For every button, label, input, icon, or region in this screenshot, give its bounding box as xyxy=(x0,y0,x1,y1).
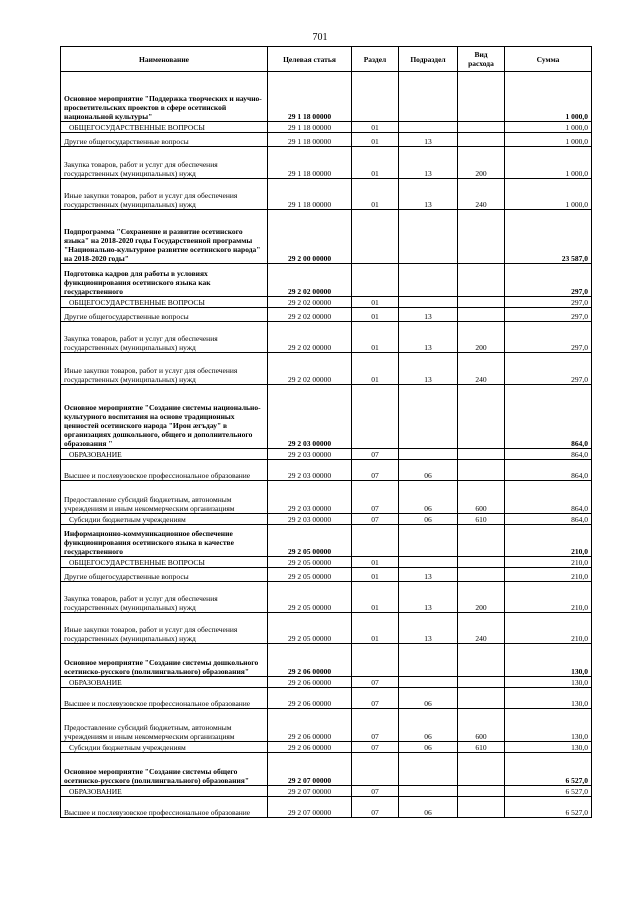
cell-section: 01 xyxy=(352,122,399,133)
cell-subsection: 13 xyxy=(399,568,458,582)
cell-subsection xyxy=(399,449,458,460)
cell-amount: 1 000,0 xyxy=(505,147,592,179)
cell-name: Закупка товаров, работ и услуг для обеспечения государственных (муниципальных) нужд xyxy=(61,322,268,353)
cell-name: Высшее и послевузовское профессиональное образование xyxy=(61,797,268,818)
cell-amount: 130,0 xyxy=(505,677,592,688)
cell-subsection xyxy=(399,72,458,122)
cell-amount: 130,0 xyxy=(505,688,592,709)
table-row xyxy=(61,742,592,753)
cell-section: 01 xyxy=(352,582,399,613)
cell-name: Предоставление субсидий бюджетным, автономным учреждениям и иным некоммерческим организациям xyxy=(61,709,268,742)
cell-name: ОБЩЕГОСУДАРСТВЕННЫЕ ВОПРОСЫ xyxy=(61,557,268,568)
cell-section: 01 xyxy=(352,179,399,210)
cell-expense-type xyxy=(458,644,505,677)
cell-subsection xyxy=(399,677,458,688)
cell-section: 07 xyxy=(352,688,399,709)
cell-name: Другие общегосударственные вопросы xyxy=(61,568,268,582)
cell-amount: 130,0 xyxy=(505,742,592,753)
cell-amount: 864,0 xyxy=(505,460,592,481)
cell-section: 01 xyxy=(352,613,399,644)
cell-amount: 130,0 xyxy=(505,644,592,677)
cell-subsection xyxy=(399,786,458,797)
cell-subsection: 06 xyxy=(399,481,458,514)
cell-subsection: 13 xyxy=(399,582,458,613)
cell-amount: 6 527,0 xyxy=(505,797,592,818)
cell-target: 29 2 05 00000 xyxy=(268,582,352,613)
cell-name: Закупка товаров, работ и услуг для обеспечения государственных (муниципальных) нужд xyxy=(61,147,268,179)
cell-name: Другие общегосударственные вопросы xyxy=(61,133,268,147)
cell-section xyxy=(352,210,399,264)
cell-expense-type: 610 xyxy=(458,742,505,753)
cell-target: 29 2 00 00000 xyxy=(268,210,352,264)
cell-amount: 1 000,0 xyxy=(505,133,592,147)
cell-expense-type xyxy=(458,385,505,449)
cell-section: 07 xyxy=(352,481,399,514)
table-row xyxy=(61,308,592,322)
cell-subsection xyxy=(399,644,458,677)
cell-target: 29 2 03 00000 xyxy=(268,460,352,481)
header-section: Раздел xyxy=(352,47,399,72)
cell-target: 29 2 02 00000 xyxy=(268,322,352,353)
cell-target: 29 2 05 00000 xyxy=(268,568,352,582)
cell-section: 01 xyxy=(352,322,399,353)
cell-section: 01 xyxy=(352,147,399,179)
cell-name: ОБЩЕГОСУДАРСТВЕННЫЕ ВОПРОСЫ xyxy=(61,297,268,308)
cell-subsection xyxy=(399,210,458,264)
cell-target: 29 2 07 00000 xyxy=(268,786,352,797)
cell-section xyxy=(352,753,399,786)
cell-target: 29 2 02 00000 xyxy=(268,264,352,297)
cell-name: Иные закупки товаров, работ и услуг для обеспечения государственных (муниципальных) нужд xyxy=(61,353,268,385)
cell-subsection: 13 xyxy=(399,308,458,322)
cell-amount: 6 527,0 xyxy=(505,786,592,797)
cell-section xyxy=(352,264,399,297)
cell-section: 07 xyxy=(352,449,399,460)
cell-expense-type xyxy=(458,449,505,460)
cell-target: 29 2 05 00000 xyxy=(268,557,352,568)
cell-subsection: 13 xyxy=(399,613,458,644)
table-row xyxy=(61,753,592,786)
header-subsection: Подраздел xyxy=(399,47,458,72)
table-row xyxy=(61,644,592,677)
table-row xyxy=(61,322,592,353)
table-row xyxy=(61,353,592,385)
cell-expense-type: 200 xyxy=(458,582,505,613)
cell-section: 01 xyxy=(352,557,399,568)
cell-target: 29 1 18 00000 xyxy=(268,179,352,210)
cell-amount: 1 000,0 xyxy=(505,179,592,210)
cell-section: 01 xyxy=(352,353,399,385)
cell-name: ОБРАЗОВАНИЕ xyxy=(61,449,268,460)
table-row xyxy=(61,525,592,557)
cell-amount: 210,0 xyxy=(505,525,592,557)
cell-subsection: 06 xyxy=(399,460,458,481)
cell-section xyxy=(352,385,399,449)
cell-target: 29 2 06 00000 xyxy=(268,742,352,753)
table-row xyxy=(61,210,592,264)
cell-name: Субсидии бюджетным учреждениям xyxy=(61,742,268,753)
cell-name: Высшее и послевузовское профессиональное образование xyxy=(61,460,268,481)
cell-target: 29 2 06 00000 xyxy=(268,688,352,709)
cell-section: 07 xyxy=(352,709,399,742)
table-row xyxy=(61,72,592,122)
cell-expense-type xyxy=(458,786,505,797)
table-body xyxy=(61,72,592,818)
cell-expense-type xyxy=(458,297,505,308)
cell-target: 29 2 03 00000 xyxy=(268,481,352,514)
cell-subsection: 13 xyxy=(399,322,458,353)
cell-expense-type xyxy=(458,753,505,786)
table-row xyxy=(61,297,592,308)
cell-subsection xyxy=(399,297,458,308)
cell-amount: 297,0 xyxy=(505,264,592,297)
cell-subsection xyxy=(399,753,458,786)
cell-target: 29 2 05 00000 xyxy=(268,613,352,644)
cell-expense-type xyxy=(458,460,505,481)
table-row xyxy=(61,568,592,582)
cell-expense-type: 240 xyxy=(458,179,505,210)
table-row xyxy=(61,786,592,797)
table-row xyxy=(61,557,592,568)
cell-expense-type xyxy=(458,72,505,122)
cell-target: 29 2 06 00000 xyxy=(268,677,352,688)
cell-section: 07 xyxy=(352,460,399,481)
cell-section: 07 xyxy=(352,742,399,753)
cell-target: 29 2 07 00000 xyxy=(268,797,352,818)
cell-target: 29 2 02 00000 xyxy=(268,353,352,385)
cell-name: Предоставление субсидий бюджетным, автономным учреждениям и иным некоммерческим организациям xyxy=(61,481,268,514)
cell-target: 29 2 02 00000 xyxy=(268,308,352,322)
table-row xyxy=(61,460,592,481)
cell-name: Высшее и послевузовское профессиональное образование xyxy=(61,688,268,709)
cell-name: Подготовка кадров для работы в условиях функционирования осетинского языка как государственного xyxy=(61,264,268,297)
table-row xyxy=(61,122,592,133)
cell-expense-type: 200 xyxy=(458,147,505,179)
cell-target: 29 2 07 00000 xyxy=(268,753,352,786)
cell-expense-type xyxy=(458,210,505,264)
table-row xyxy=(61,133,592,147)
table-row xyxy=(61,449,592,460)
table-row xyxy=(61,688,592,709)
table-row xyxy=(61,179,592,210)
table-row xyxy=(61,709,592,742)
cell-expense-type xyxy=(458,677,505,688)
cell-amount: 864,0 xyxy=(505,481,592,514)
cell-amount: 210,0 xyxy=(505,557,592,568)
table-row xyxy=(61,797,592,818)
cell-amount: 864,0 xyxy=(505,449,592,460)
cell-name: Субсидии бюджетным учреждениям xyxy=(61,514,268,525)
cell-subsection xyxy=(399,525,458,557)
table-row xyxy=(61,613,592,644)
cell-name: Иные закупки товаров, работ и услуг для обеспечения государственных (муниципальных) нужд xyxy=(61,179,268,210)
cell-section: 07 xyxy=(352,514,399,525)
cell-section: 07 xyxy=(352,797,399,818)
cell-expense-type xyxy=(458,264,505,297)
cell-name: Основное мероприятие "Создание системы общего осетинско-русского (полилингвального) образования" xyxy=(61,753,268,786)
cell-subsection: 06 xyxy=(399,709,458,742)
cell-name: ОБРАЗОВАНИЕ xyxy=(61,677,268,688)
table-header-row xyxy=(61,47,592,72)
cell-name: Информационно-коммуникационное обеспечение функционирования осетинского языка в качестве государственного xyxy=(61,525,268,557)
cell-subsection: 13 xyxy=(399,353,458,385)
header-name: Наименование xyxy=(61,47,268,72)
cell-amount: 210,0 xyxy=(505,582,592,613)
cell-subsection: 06 xyxy=(399,514,458,525)
cell-target: 29 2 06 00000 xyxy=(268,709,352,742)
cell-target: 29 1 18 00000 xyxy=(268,122,352,133)
cell-name: Закупка товаров, работ и услуг для обеспечения государственных (муниципальных) нужд xyxy=(61,582,268,613)
cell-section: 01 xyxy=(352,133,399,147)
table-row xyxy=(61,582,592,613)
cell-name: Подпрограмма "Сохранение и развитие осетинского языка" на 2018-2020 годы Государственной программы "Национально-культурное развитие осетинского народа" на 2018-2020 годы" xyxy=(61,210,268,264)
cell-subsection: 13 xyxy=(399,147,458,179)
cell-expense-type: 600 xyxy=(458,481,505,514)
cell-expense-type xyxy=(458,797,505,818)
cell-name: ОБЩЕГОСУДАРСТВЕННЫЕ ВОПРОСЫ xyxy=(61,122,268,133)
cell-amount: 297,0 xyxy=(505,297,592,308)
cell-amount: 210,0 xyxy=(505,568,592,582)
header-amount: Сумма xyxy=(505,47,592,72)
cell-section xyxy=(352,644,399,677)
budget-table xyxy=(60,46,592,818)
cell-name: ОБРАЗОВАНИЕ xyxy=(61,786,268,797)
cell-amount: 297,0 xyxy=(505,308,592,322)
table-row xyxy=(61,385,592,449)
cell-amount: 1 000,0 xyxy=(505,122,592,133)
cell-expense-type xyxy=(458,568,505,582)
cell-expense-type: 240 xyxy=(458,353,505,385)
cell-subsection xyxy=(399,557,458,568)
cell-name: Иные закупки товаров, работ и услуг для обеспечения государственных (муниципальных) нужд xyxy=(61,613,268,644)
cell-amount: 23 587,0 xyxy=(505,210,592,264)
cell-target: 29 2 05 00000 xyxy=(268,525,352,557)
cell-target: 29 2 03 00000 xyxy=(268,385,352,449)
cell-expense-type xyxy=(458,688,505,709)
cell-target: 29 2 03 00000 xyxy=(268,449,352,460)
cell-subsection xyxy=(399,122,458,133)
cell-amount: 864,0 xyxy=(505,385,592,449)
cell-expense-type xyxy=(458,525,505,557)
cell-name: Основное мероприятие "Создание системы национально-культурного воспитания на основе традиционных ценностей осетинского народа "Ирон æгъдау" в организациях дошкольного, общего и дополнительного образования " xyxy=(61,385,268,449)
cell-expense-type xyxy=(458,557,505,568)
cell-section xyxy=(352,525,399,557)
cell-target: 29 2 03 00000 xyxy=(268,514,352,525)
cell-expense-type xyxy=(458,122,505,133)
cell-section: 07 xyxy=(352,677,399,688)
header-target: Целевая статья xyxy=(268,47,352,72)
page-number: 701 xyxy=(312,32,328,43)
cell-name: Основное мероприятие "Поддержка творческих и научно-просветительских проектов в сфере осетинской национальной культуры" xyxy=(61,72,268,122)
cell-section: 01 xyxy=(352,297,399,308)
cell-name: Другие общегосударственные вопросы xyxy=(61,308,268,322)
cell-expense-type: 240 xyxy=(458,613,505,644)
cell-subsection xyxy=(399,264,458,297)
cell-expense-type xyxy=(458,308,505,322)
cell-expense-type: 610 xyxy=(458,514,505,525)
cell-subsection: 06 xyxy=(399,742,458,753)
cell-target: 29 2 06 00000 xyxy=(268,644,352,677)
cell-amount: 6 527,0 xyxy=(505,753,592,786)
cell-subsection: 13 xyxy=(399,133,458,147)
cell-target: 29 1 18 00000 xyxy=(268,147,352,179)
table-row xyxy=(61,481,592,514)
cell-subsection: 13 xyxy=(399,179,458,210)
cell-subsection: 06 xyxy=(399,797,458,818)
table-row xyxy=(61,264,592,297)
cell-amount: 1 000,0 xyxy=(505,72,592,122)
cell-subsection: 06 xyxy=(399,688,458,709)
cell-expense-type: 600 xyxy=(458,709,505,742)
cell-amount: 297,0 xyxy=(505,353,592,385)
header-expense-type: Вид расхода xyxy=(458,47,505,72)
cell-expense-type: 200 xyxy=(458,322,505,353)
cell-amount: 210,0 xyxy=(505,613,592,644)
cell-amount: 130,0 xyxy=(505,709,592,742)
table-row xyxy=(61,147,592,179)
cell-amount: 297,0 xyxy=(505,322,592,353)
cell-target: 29 1 18 00000 xyxy=(268,133,352,147)
cell-target: 29 2 02 00000 xyxy=(268,297,352,308)
cell-section: 01 xyxy=(352,308,399,322)
cell-target: 29 1 18 00000 xyxy=(268,72,352,122)
cell-expense-type xyxy=(458,133,505,147)
cell-name: Основное мероприятие "Создание системы дошкольного осетинско-русского (полилингвального) образования" xyxy=(61,644,268,677)
cell-section: 07 xyxy=(352,786,399,797)
table-row xyxy=(61,514,592,525)
cell-section xyxy=(352,72,399,122)
cell-amount: 864,0 xyxy=(505,514,592,525)
table-row xyxy=(61,677,592,688)
cell-subsection xyxy=(399,385,458,449)
cell-section: 01 xyxy=(352,568,399,582)
